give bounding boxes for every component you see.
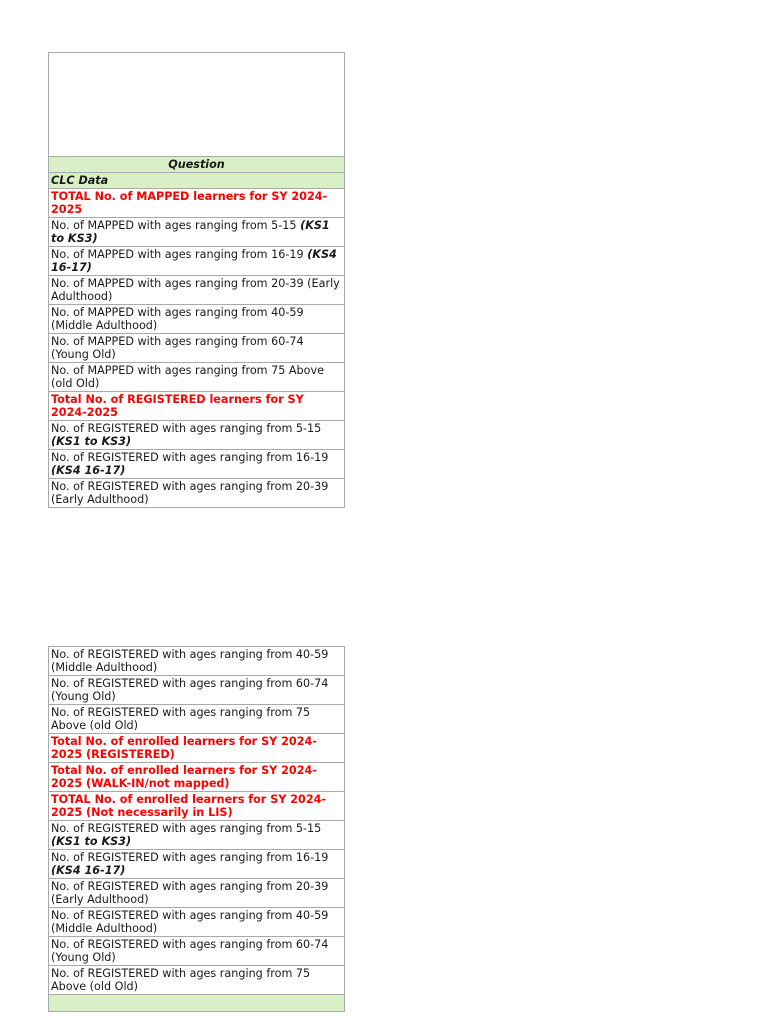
question-text: No. of MAPPED with ages ranging from 60-74 (Young Old) [51, 335, 304, 361]
question-row [49, 276, 345, 305]
key-stage-note: (KS1 to KS3) [51, 835, 132, 848]
blank-cell [49, 53, 345, 157]
blank-header-area [49, 53, 345, 157]
question-row [49, 218, 345, 247]
question-text: TOTAL No. of enrolled learners for SY 2024-2025 (Not necessarily in LIS) [51, 793, 327, 819]
questions-table-part-1 [48, 52, 345, 508]
question-cell [49, 850, 345, 879]
question-cell [49, 276, 345, 305]
question-row [49, 676, 345, 705]
question-header: Question [49, 157, 345, 173]
question-text: No. of REGISTERED with ages ranging from 16-19 [51, 451, 329, 464]
question-row [49, 305, 345, 334]
footer-row [49, 995, 345, 1012]
question-text: No. of REGISTERED with ages ranging from 16-19 [51, 851, 329, 864]
section-row [49, 173, 345, 189]
key-stage-note: (KS1 to KS3) [51, 435, 132, 448]
question-row [49, 908, 345, 937]
question-cell [49, 647, 345, 676]
question-row [49, 966, 345, 995]
key-stage-note: (KS4 16-17) [51, 248, 337, 274]
question-text: No. of MAPPED with ages ranging from 40-59 (Middle Adulthood) [51, 306, 304, 332]
question-cell [49, 218, 345, 247]
question-text: No. of REGISTERED with ages ranging from 60-74 (Young Old) [51, 677, 329, 703]
question-cell [49, 363, 345, 392]
question-text: No. of REGISTERED with ages ranging from 5-15 [51, 822, 322, 835]
questions-table-part-2 [48, 646, 345, 1012]
question-cell [49, 392, 345, 421]
question-text: No. of REGISTERED with ages ranging from 40-59 (Middle Adulthood) [51, 648, 329, 674]
question-cell [49, 879, 345, 908]
question-text: No. of REGISTERED with ages ranging from 20-39 (Early Adulthood) [51, 880, 329, 906]
question-row [49, 850, 345, 879]
question-cell [49, 792, 345, 821]
question-text: Total No. of enrolled learners for SY 2024-2025 (REGISTERED) [51, 735, 317, 761]
question-text: No. of MAPPED with ages ranging from 75 Above (old Old) [51, 364, 325, 390]
question-text: No. of REGISTERED with ages ranging from 5-15 [51, 422, 322, 435]
question-text: No. of REGISTERED with ages ranging from 60-74 (Young Old) [51, 938, 329, 964]
question-cell [49, 189, 345, 218]
question-cell [49, 821, 345, 850]
question-row [49, 334, 345, 363]
question-cell [49, 908, 345, 937]
question-text: No. of MAPPED with ages ranging from 16-19 [51, 248, 308, 261]
column-header-row [49, 157, 345, 173]
question-row [49, 247, 345, 276]
question-row [49, 879, 345, 908]
total-row [49, 189, 345, 218]
question-cell [49, 334, 345, 363]
question-row [49, 821, 345, 850]
question-text: TOTAL No. of MAPPED learners for SY 2024-2025 [51, 190, 328, 216]
question-text: No. of REGISTERED with ages ranging from 40-59 (Middle Adulthood) [51, 909, 329, 935]
key-stage-note: (KS4 16-17) [51, 864, 126, 877]
footer-cell [49, 995, 345, 1012]
key-stage-note: (KS4 16-17) [51, 464, 126, 477]
question-row [49, 363, 345, 392]
question-row [49, 937, 345, 966]
total-row [49, 392, 345, 421]
question-cell [49, 937, 345, 966]
question-cell [49, 763, 345, 792]
total-row [49, 734, 345, 763]
question-text: No. of REGISTERED with ages ranging from 75 Above (old Old) [51, 706, 311, 732]
section-label-clc-data: CLC Data [49, 173, 345, 189]
question-row [49, 450, 345, 479]
question-text: No. of MAPPED with ages ranging from 5-15 [51, 219, 301, 232]
question-cell [49, 734, 345, 763]
question-cell [49, 450, 345, 479]
question-row [49, 647, 345, 676]
total-row [49, 763, 345, 792]
question-text: Total No. of REGISTERED learners for SY 2024-2025 [51, 393, 304, 419]
question-text: Total No. of enrolled learners for SY 2024-2025 (WALK-IN/not mapped) [51, 764, 317, 790]
key-stage-note: (KS1 to KS3) [51, 219, 330, 245]
question-text: No. of REGISTERED with ages ranging from 75 Above (old Old) [51, 967, 311, 993]
total-row [49, 792, 345, 821]
question-row [49, 479, 345, 508]
question-row [49, 705, 345, 734]
question-cell [49, 247, 345, 276]
question-row [49, 421, 345, 450]
question-cell [49, 966, 345, 995]
question-text: No. of REGISTERED with ages ranging from 20-39 (Early Adulthood) [51, 480, 329, 506]
question-text: No. of MAPPED with ages ranging from 20-39 (Early Adulthood) [51, 277, 340, 303]
question-cell [49, 705, 345, 734]
question-cell [49, 479, 345, 508]
question-cell [49, 676, 345, 705]
question-cell [49, 421, 345, 450]
question-cell [49, 305, 345, 334]
